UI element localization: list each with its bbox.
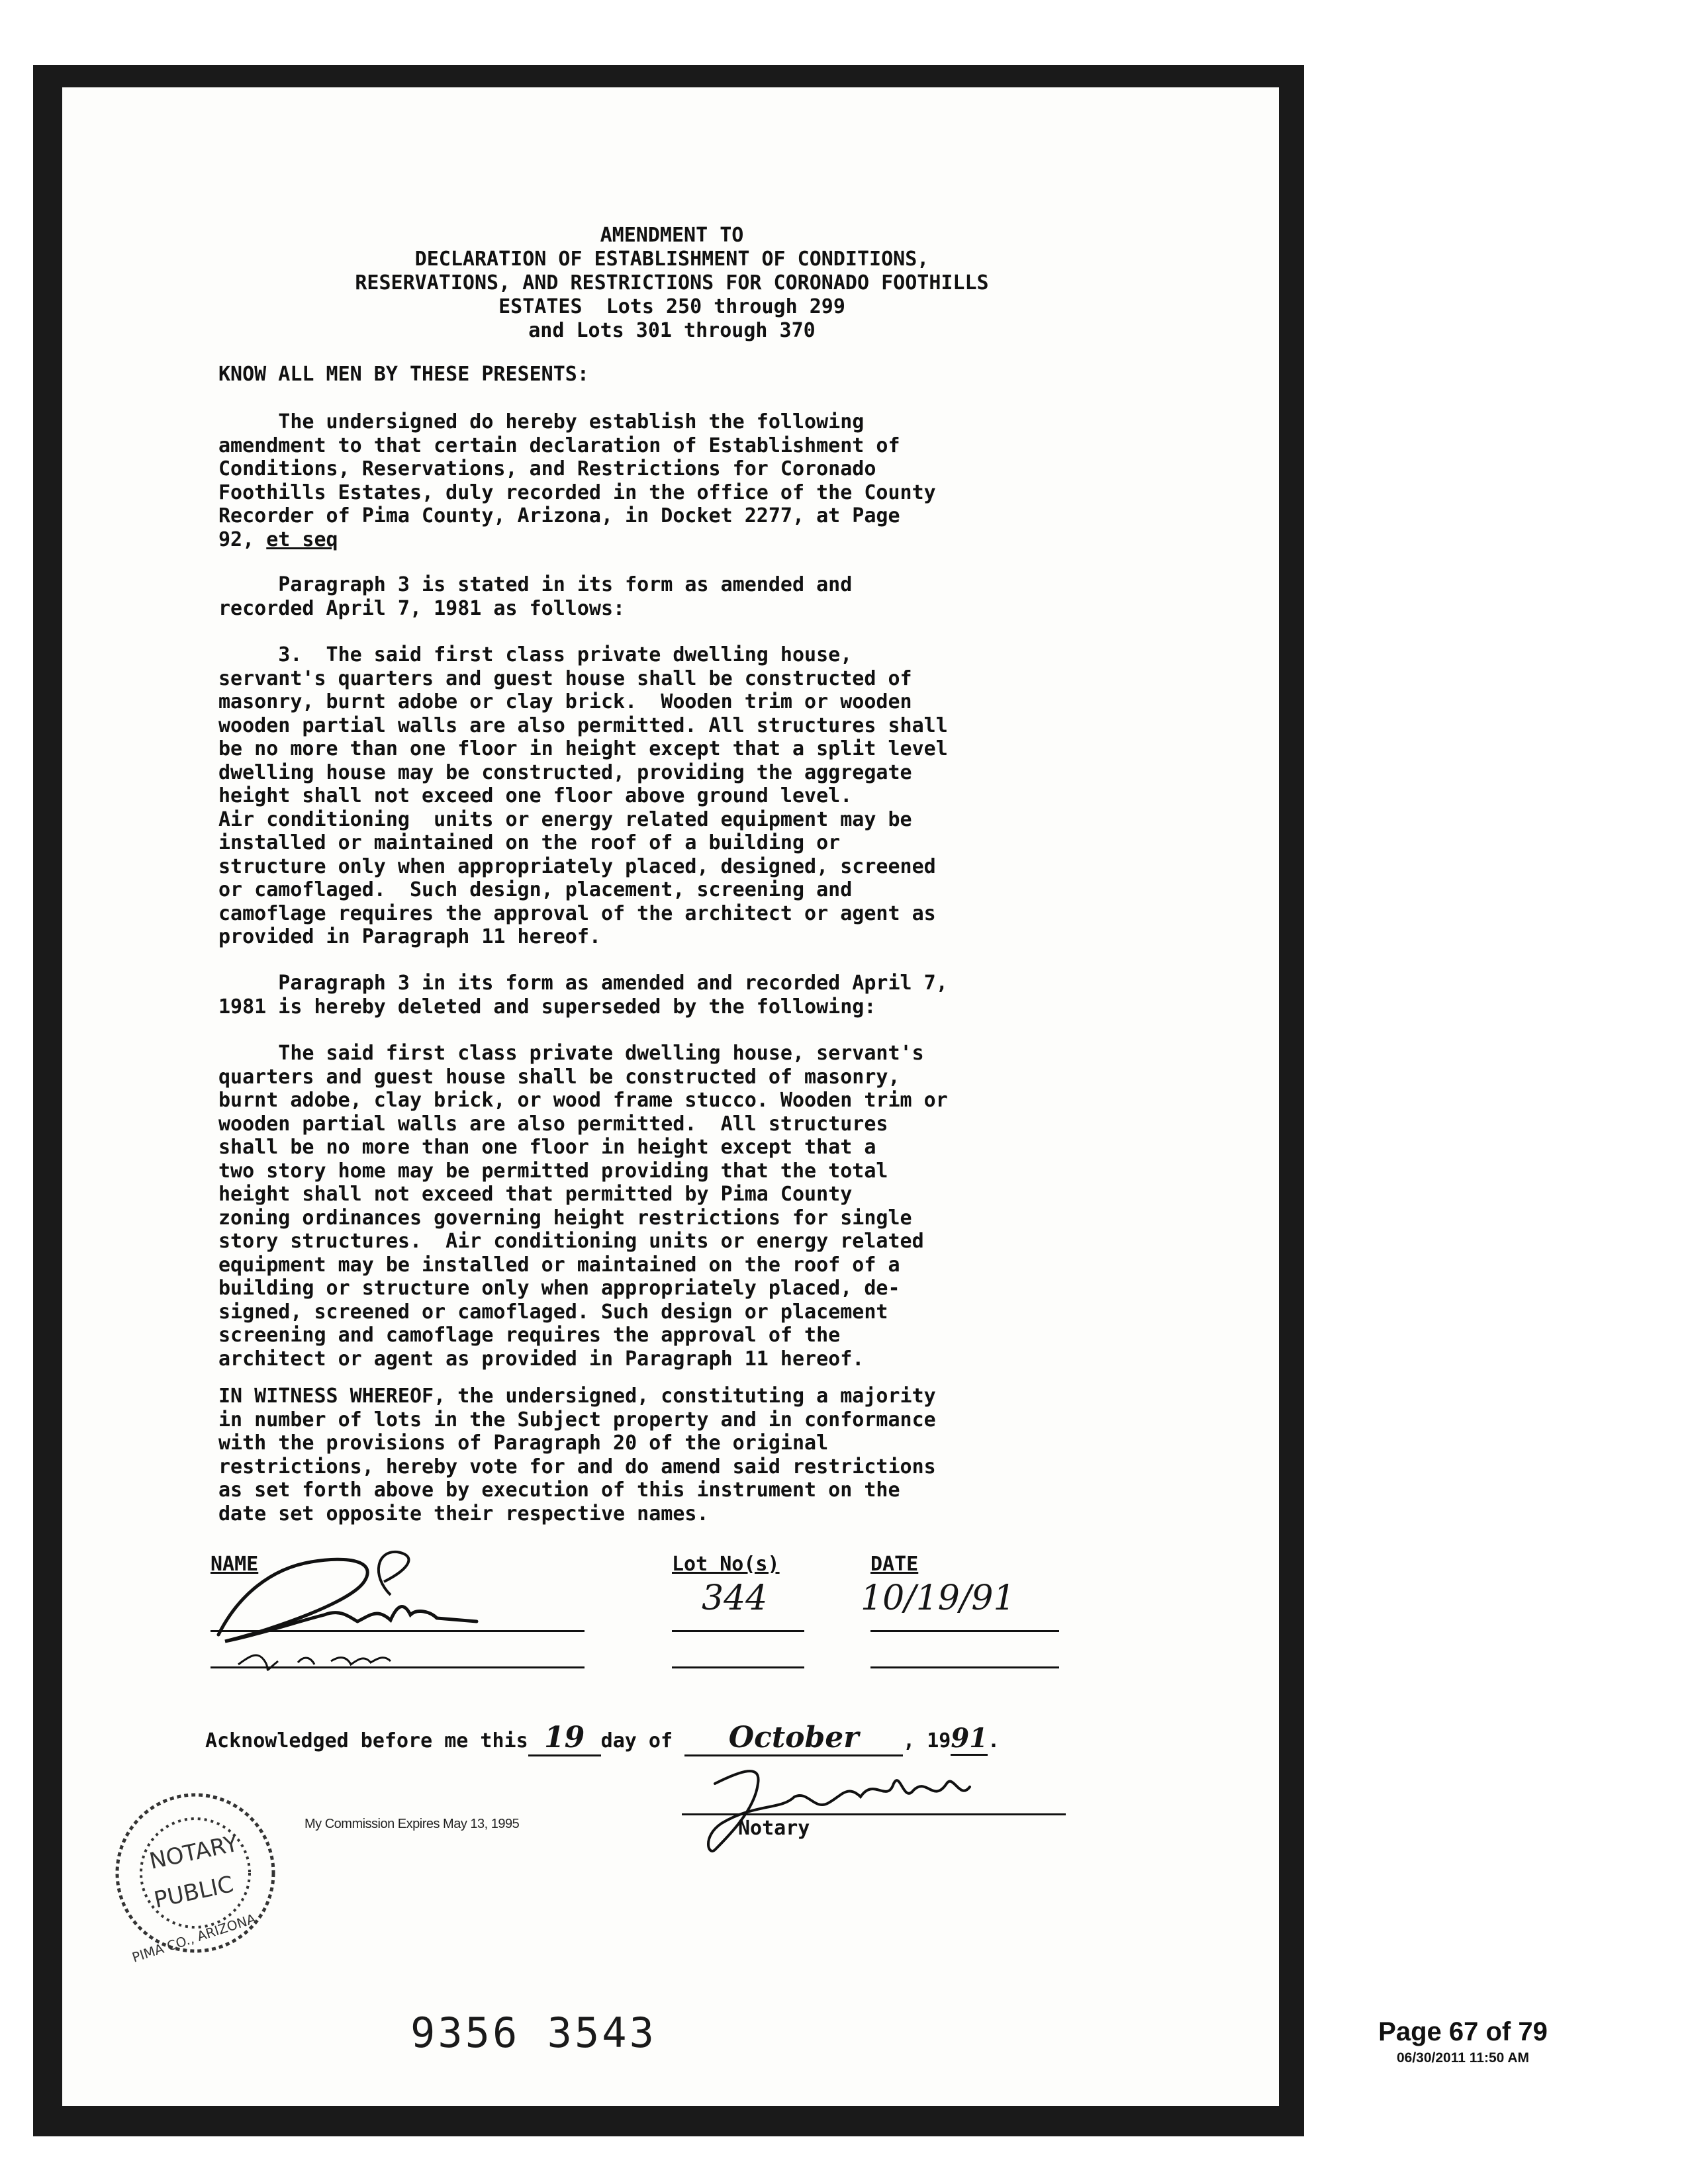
text-line: amendment to that certain declaration of Establishment of (218, 433, 900, 457)
date-line (870, 1666, 1059, 1668)
lot-header: Lot No(s) (672, 1553, 780, 1576)
text-line: zoning ordinances governing height restrictions for single (218, 1206, 912, 1230)
paragraph-original-3 (218, 643, 1178, 949)
text-line: Paragraph 3 in its form as amended and recorded April 7, (218, 972, 948, 995)
intro-heading: KNOW ALL MEN BY THESE PRESENTS: (218, 363, 589, 386)
et-seq: et seq (266, 527, 338, 551)
paragraph-intro (218, 410, 1178, 551)
text-line: height shall not exceed one floor above ground level. (218, 784, 853, 807)
notary-seal (83, 1780, 321, 1979)
text-line: be no more than one floor in height except that a split level (218, 737, 948, 760)
text-line: signed, screened or camoflaged. Such design or placement (218, 1300, 888, 1324)
text-line: shall be no more than one floor in height except that a (218, 1136, 876, 1159)
text-line: restrictions, hereby vote for and do amend said restrictions (218, 1455, 936, 1479)
text-line: building or structure only when appropriately placed, de- (218, 1277, 900, 1300)
text-line: wooden partial walls are also permitted. All structures shall (218, 713, 948, 737)
text-line: Air conditioning units or energy related equipment may be (218, 807, 912, 831)
paragraph-stated (218, 573, 1178, 620)
text-line: installed or maintained on the roof of a building or (218, 831, 841, 854)
text-line: wooden partial walls are also permitted. All structures (218, 1112, 888, 1136)
text-line: Recorder of Pima County, Arizona, in Docket 2277, at Page (218, 504, 900, 527)
text-line: dwelling house may be constructed, providing the aggregate (218, 760, 912, 784)
text-line: in number of lots in the Subject property and in conformance (218, 1408, 936, 1432)
notary-label: Notary (738, 1817, 810, 1840)
date-value: 10/19/91 (861, 1578, 1015, 1618)
text-line: date set opposite their respective names. (218, 1502, 709, 1525)
seal-text-line: NOTARY (147, 1830, 241, 1875)
paragraph-deleted (218, 972, 1178, 1019)
document-title (0, 224, 1344, 343)
text-line: IN WITNESS WHEREOF, the undersigned, constituting a majority (218, 1385, 936, 1408)
text-line: height shall not exceed that permitted by Pima County (218, 1183, 853, 1206)
lot-line (672, 1630, 804, 1632)
text-line: 92, et seq (218, 527, 338, 551)
text-line: 3. The said first class private dwelling house, (218, 643, 853, 666)
ack-year: 91 (951, 1723, 988, 1754)
text-line: camoflage requires the approval of the architect or agent as (218, 901, 936, 925)
ack-day: 19 (544, 1721, 585, 1754)
text-line: Foothills Estates, duly recorded in the office of the County (218, 480, 936, 504)
text-line: quarters and guest house shall be constructed of masonry, (218, 1065, 900, 1089)
paragraph-new-3 (218, 1042, 1178, 1371)
text-line: two story home may be permitted providing that the total (218, 1159, 888, 1183)
text-line: as set forth above by execution of this instrument on the (218, 1479, 900, 1502)
acknowledgment-line: Acknowledged before me this 19 day of October , 1991. (205, 1721, 1000, 1756)
text-line: Paragraph 3 is stated in its form as amended and (218, 573, 853, 596)
text-line: screening and camoflage requires the approval of the (218, 1324, 841, 1347)
commission-expires: My Commission Expires May 13, 1995 (305, 1817, 520, 1831)
text-line: burnt adobe, clay brick, or wood frame stucco. Wooden trim or (218, 1089, 948, 1112)
text-line: with the provisions of Paragraph 20 of the original (218, 1432, 829, 1455)
title-line: ESTATES Lots 250 through 299 (498, 295, 845, 318)
date-line (870, 1630, 1059, 1632)
text-line: equipment may be installed or maintained on the roof of a (218, 1253, 900, 1277)
text-line: story structures. Air conditioning units or energy related (218, 1230, 924, 1253)
paragraph-witness (218, 1385, 1178, 1525)
text-line: The said first class private dwelling house, servant's (218, 1042, 924, 1065)
signature-image (199, 1542, 596, 1681)
text-line: recorded April 7, 1981 as follows: (218, 596, 626, 620)
title-line: and Lots 301 through 370 (528, 319, 816, 342)
notary-line (682, 1813, 1066, 1815)
name-header: NAME (211, 1553, 259, 1576)
text-line: masonry, burnt adobe or clay brick. Wooden trim or wooden (218, 690, 912, 713)
lot-number: 344 (702, 1578, 768, 1618)
title-line: AMENDMENT TO (600, 224, 744, 247)
date-header: DATE (870, 1553, 919, 1576)
text-line: or camoflaged. Such design, placement, screening and (218, 878, 853, 901)
notary-signature-image (675, 1757, 1046, 1863)
page-counter: Page 67 of 79 (1378, 2017, 1548, 2046)
title-line: DECLARATION OF ESTABLISHMENT OF CONDITIONS, (414, 248, 929, 271)
name-line (211, 1666, 585, 1668)
text-line: provided in Paragraph 11 hereof. (218, 925, 601, 948)
seal-text-line: PIMA CO., ARIZONA (130, 1910, 258, 1966)
docket-numbers: 9356 3543 (410, 2009, 657, 2057)
text-line: The undersigned do hereby establish the following (218, 410, 865, 433)
text-line: servant's quarters and guest house shall be constructed of (218, 666, 912, 690)
seal-text-line: PUBLIC (152, 1871, 236, 1914)
text-line: Conditions, Reservations, and Restrictions for Coronado (218, 457, 876, 480)
timestamp: 06/30/2011 11:50 AM (1396, 2050, 1530, 2066)
lot-line (672, 1666, 804, 1668)
title-line: RESERVATIONS, AND RESTRICTIONS FOR CORONADO FOOTHILLS (355, 271, 989, 295)
name-line (211, 1630, 585, 1632)
text-line: structure only when appropriately placed, designed, screened (218, 854, 936, 878)
ack-month: October (728, 1721, 859, 1754)
text-line: 1981 is hereby deleted and superseded by the following: (218, 995, 876, 1019)
text-line: architect or agent as provided in Paragraph 11 hereof. (218, 1347, 865, 1371)
